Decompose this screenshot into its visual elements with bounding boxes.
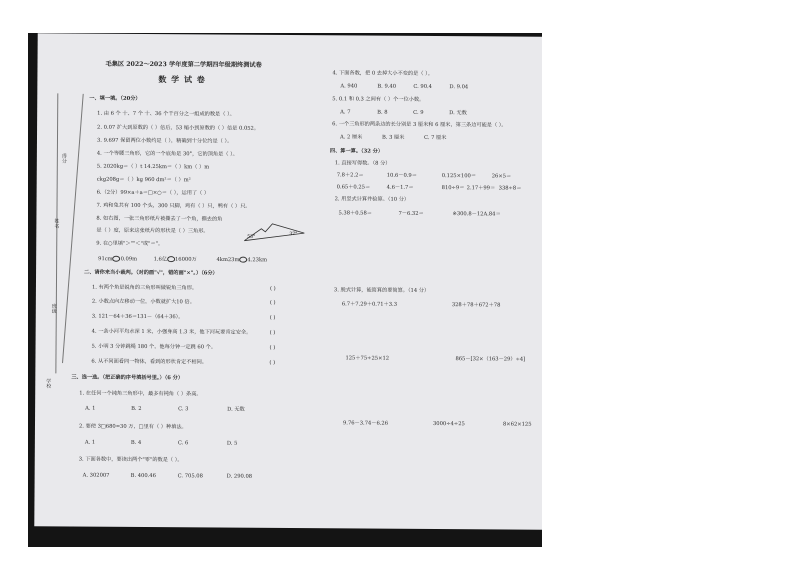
choice-q6-b: B. 3 厘米 bbox=[381, 134, 405, 141]
question-1-4: 4. 一个等腰三角形，它的一个底角是 30°，它的顶角是（ ）。 bbox=[96, 150, 238, 158]
choice-q5: 5. 0.1 和 0.3 之间有（ ）个一位小数。 bbox=[332, 96, 425, 103]
choice-q1-b: B. 2 bbox=[131, 405, 142, 412]
question-1-6: 6.（2分）99×a＋a＝□×○＝（ ），运用了（ ） bbox=[96, 189, 210, 197]
choice-q4-b: B. 9.40 bbox=[377, 83, 397, 90]
choice-q5-d: D. 无数 bbox=[449, 110, 467, 117]
choice-q2-a: A. 1 bbox=[84, 439, 96, 446]
question-1-1: 1. 由 6 个 十、7 个 十、36 个千百分之一组成的数是（ ）。 bbox=[97, 110, 235, 118]
choice-q4: 4. 下面各数，把 0 去掉大小不变的是（ ）。 bbox=[332, 70, 433, 77]
calc-part-3: 3. 脱式计算，能简算的要简算。（14 分） bbox=[333, 287, 430, 294]
compare-b: 0.09m bbox=[120, 256, 138, 263]
step-calc-5: 9.76－3.74－6.26 bbox=[342, 420, 389, 427]
judge-answer-box[interactable]: ( ) bbox=[269, 344, 276, 351]
judge-item-5: 5. 小明 3 分钟跳绳 180 个，他每分钟一定跳 60 个。 bbox=[91, 343, 217, 351]
oral-calc-6: 4.6－1.7＝ bbox=[386, 184, 414, 191]
question-1-3: 3. 9.697 保留两位小数约是（ ），精确到十分位约是（ ）。 bbox=[96, 137, 233, 145]
question-1-9: 9. 在○里填"＞""＜"或"＝"。 bbox=[96, 240, 164, 248]
step-calc-2: 328＋78＋672＋78 bbox=[451, 302, 501, 309]
judge-answer-box[interactable]: ( ) bbox=[269, 314, 276, 321]
calc-part-2: 2. 用竖式计算并验算。（10 分） bbox=[334, 196, 410, 203]
choice-q6: 6. 一个三角形的两条边的长分别是 3 厘米和 6 厘米，第三条边可能是（ ）。 bbox=[332, 121, 507, 129]
exam-title: 毛集区 2022～2023 学年度第二学期四年级期终测试卷 bbox=[105, 60, 262, 69]
step-calc-4: 865－[32×（163－29）÷4] bbox=[455, 356, 526, 363]
question-1-8b: 是（ ）度，原来这张纸片的形状是（ ）三角形。 bbox=[96, 227, 209, 235]
choice-q2-b: B. 4 bbox=[130, 439, 142, 446]
choice-q1: 1. 在任何一个钝角三角形中，最多有钝角（ ）条高。 bbox=[79, 390, 202, 398]
step-calc-6: 3000÷4÷25 bbox=[432, 421, 465, 428]
choice-q6-c: C. 7 厘米 bbox=[423, 134, 447, 142]
compare-e: 4km23m bbox=[216, 256, 240, 264]
photo-background bbox=[28, 33, 542, 547]
oral-calc-2: 10.6－0.9＝ bbox=[386, 172, 417, 179]
choice-q3-b: B. 400.46 bbox=[130, 472, 156, 480]
judge-item-3: 3. 121－64＋36＝131－（64＋36）。 bbox=[91, 313, 184, 321]
choice-q3-d: D. 290.08 bbox=[226, 473, 253, 480]
step-calc-3: 125＋75÷25×12 bbox=[345, 355, 390, 362]
question-1-2: 2. 0.07 扩大到原数的（ ）倍后，53 缩小到原数的（ ）倍是 0.052。 bbox=[97, 124, 260, 132]
judge-item-4: 4. 一条小河平均水深 1 米，小强身高 1.3 米，他下河玩要肯定安全。 bbox=[91, 328, 252, 336]
margin-label-school: 学校 bbox=[45, 378, 52, 389]
oral-calc-7: 810÷9＝ bbox=[441, 185, 465, 192]
choice-q2-d: D. 5 bbox=[226, 440, 238, 447]
choice-q5-c: C. 9 bbox=[413, 109, 424, 116]
choice-q3: 3. 下面各数中，要读出两个"零"的数是（ ）。 bbox=[78, 456, 183, 464]
compare-row bbox=[98, 256, 267, 264]
choice-q4-d: D. 9.04 bbox=[449, 84, 469, 91]
margin-label-name: 姓名 bbox=[53, 218, 60, 229]
margin-label-class: 班级 bbox=[50, 303, 57, 314]
oral-calc-1: 7.8＋2.2＝ bbox=[336, 172, 364, 179]
step-calc-7: 8×62×125 bbox=[502, 421, 532, 428]
compare-f: 4.23km bbox=[247, 257, 268, 264]
judge-item-1: 1. 有两个角是锐角的三角形叫做锐角三角形。 bbox=[91, 284, 198, 292]
choice-q2-c: C. 6 bbox=[177, 440, 189, 447]
calc-part-1: 1. 直接写得数。（8 分） bbox=[334, 160, 391, 167]
choice-q1-c: C. 3 bbox=[178, 406, 189, 413]
compare-d: 16000万 bbox=[174, 256, 197, 263]
choice-q1-a: A. 1 bbox=[85, 405, 96, 412]
exam-paper bbox=[34, 33, 542, 530]
judge-answer-box[interactable]: ( ) bbox=[269, 285, 276, 292]
angle-label-right: 37° bbox=[289, 231, 298, 238]
oral-calc-4: 26×5＝ bbox=[491, 173, 512, 180]
choice-q4-a: A. 940 bbox=[340, 83, 358, 90]
margin-line bbox=[62, 94, 84, 363]
compare-a: 91cm bbox=[98, 256, 113, 263]
judge-answer-box[interactable]: ( ) bbox=[269, 329, 276, 336]
choice-q3-c: C. 705.08 bbox=[177, 473, 203, 480]
torn-triangle-figure bbox=[241, 212, 307, 244]
choice-q5-b: B. 8 bbox=[377, 109, 388, 116]
choice-q4-c: C. 90.4 bbox=[413, 83, 433, 90]
compare-circle[interactable] bbox=[167, 256, 175, 262]
judge-item-2: 2. 小数点向左移动一位，小数就扩大10 倍。 bbox=[91, 298, 195, 306]
angle-label-left: 53° bbox=[247, 234, 256, 240]
choice-q5-a: A. 7 bbox=[340, 109, 351, 116]
question-1-5a: 5. 2020kg＝（ ）t 14.25km＝（ ）km（ ）m bbox=[96, 163, 210, 171]
oral-calc-8: 2.17＋99＝ bbox=[466, 185, 496, 192]
question-1-8: 8. 如右图，一张三角形纸片被撕去了一个角，撕去的角 bbox=[96, 215, 223, 223]
choice-q1-d: D. 无数 bbox=[227, 406, 245, 413]
choice-q6-a: A. 2 厘米 bbox=[339, 134, 363, 141]
oral-calc-9: 338÷8＝ bbox=[498, 185, 522, 192]
question-1-7: 7. 鸡和兔共有 100 个头，300 只脚，鸡有（ ）只，鸭有（ ）只。 bbox=[96, 202, 251, 210]
compare-c: 1.6亿 bbox=[153, 256, 168, 263]
choice-q2: 2. 要使 3□680≈30 万，□里有（ ）种填法。 bbox=[78, 423, 187, 431]
judge-answer-box[interactable]: ( ) bbox=[269, 359, 276, 366]
step-calc-1: 6.7＋7.29＋0.71＋3.3 bbox=[341, 301, 398, 308]
choice-q3-a: A. 302007 bbox=[82, 472, 110, 479]
question-1-5b: ckg208g＝（ ）kg 960 dm²＝（ ）m² bbox=[96, 176, 191, 184]
section-3-title: 三、选一选。（把正确的序号填括号里。）（6 分） bbox=[71, 374, 184, 382]
oral-calc-3: 0.125×100＝ bbox=[441, 173, 477, 180]
vertical-calc-1: 5.38＋0.58＝ bbox=[338, 210, 372, 217]
vertical-calc-2: 7－6.32＝ bbox=[398, 210, 424, 217]
vertical-calc-3: ※300.8－12A.84＝ bbox=[452, 211, 501, 218]
exam-subject: 数 学 试 卷 bbox=[158, 74, 206, 85]
section-2-title: 二、请你来当小裁判。（对的画"√"，错的画"×"。）（6分） bbox=[84, 269, 218, 277]
judge-item-6: 6. 从不同面看同一物体，看到的形状肯定不相同。 bbox=[91, 358, 208, 366]
section-1-title: 一、填一填。（20分） bbox=[89, 95, 141, 102]
margin-line bbox=[55, 93, 58, 373]
oral-calc-5: 0.65＋0.25＝ bbox=[336, 184, 371, 191]
judge-answer-box[interactable]: ( ) bbox=[269, 299, 276, 306]
section-4-title: 四、算一算。（32 分） bbox=[329, 148, 384, 155]
margin-label-score: 得分 bbox=[60, 153, 67, 164]
